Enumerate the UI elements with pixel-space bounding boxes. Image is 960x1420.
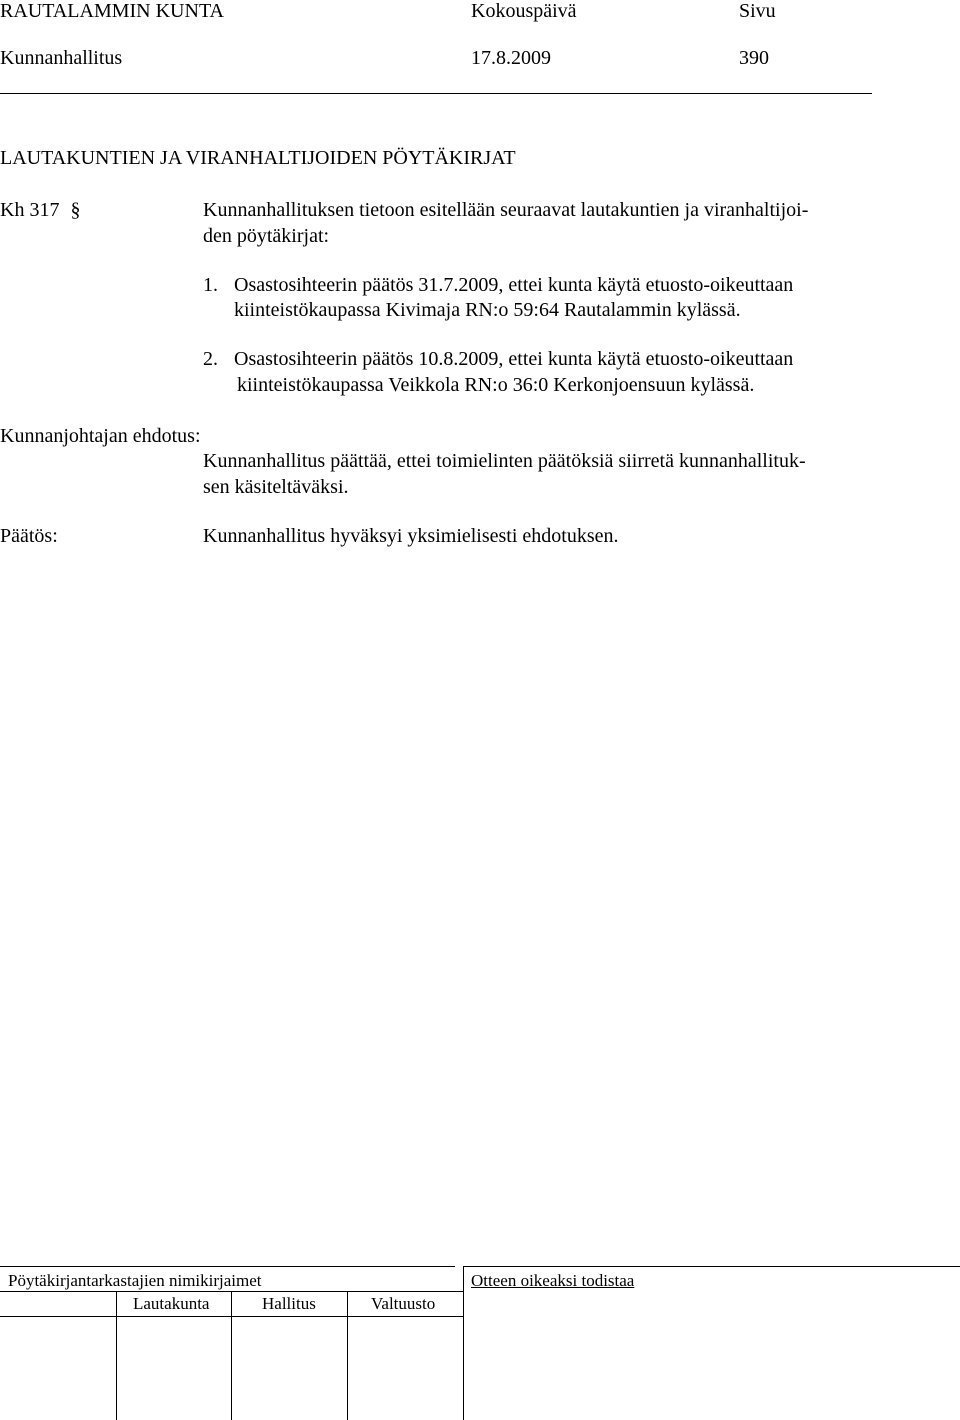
footer-divider xyxy=(463,1266,464,1420)
signatures-label: Pöytäkirjantarkastajien nimikirjaimet xyxy=(8,1271,262,1290)
section-symbol: § xyxy=(70,199,81,221)
item-intro-line1: Kunnanhallituksen tietoon esitellään seuraavat lautakuntien ja viranhaltijoi- xyxy=(203,199,809,221)
governing-body: Kunnanhallitus xyxy=(0,47,123,69)
signature-column-divider xyxy=(116,1291,117,1420)
page-number: 390 xyxy=(739,47,769,69)
proposal-label: Kunnanjohtajan ehdotus: xyxy=(0,425,201,447)
list-item-number: 1. xyxy=(203,274,218,296)
decision-text: Kunnanhallitus hyväksyi yksimielisesti ehdotuksen. xyxy=(203,525,619,547)
footer-signatures-top-line xyxy=(0,1266,455,1267)
list-item-number: 2. xyxy=(203,348,218,370)
item-intro-line2: den pöytäkirjat: xyxy=(203,225,330,247)
signature-column-hallitus: Hallitus xyxy=(262,1294,316,1313)
meeting-date-label: Kokouspäivä xyxy=(471,0,577,22)
page-label: Sivu xyxy=(739,0,776,22)
decision-label: Päätös: xyxy=(0,525,58,547)
certified-label: Otteen oikeaksi todistaa xyxy=(471,1271,635,1290)
signatures-header-line xyxy=(0,1316,463,1317)
proposal-text-line1: Kunnanhallitus päättää, ettei toimielinten päätöksiä siirretä kunnanhallituk- xyxy=(203,450,806,472)
signature-column-lautakunta: Lautakunta xyxy=(133,1294,210,1313)
item-number xyxy=(0,197,80,223)
meeting-date: 17.8.2009 xyxy=(471,47,551,69)
list-item-line1: Osastosihteerin päätös 31.7.2009, ettei kunta käytä etuosto-oikeuttaan xyxy=(234,274,794,296)
signature-column-divider xyxy=(347,1291,348,1420)
list-item-line2: kiinteistökaupassa Veikkola RN:o 36:0 Kerkonjoensuun kylässä. xyxy=(237,374,755,396)
signature-column-divider xyxy=(231,1291,232,1420)
item-number-text: Kh 317 xyxy=(0,199,60,221)
signature-column-valtuusto: Valtuusto xyxy=(371,1294,436,1313)
list-item-line1: Osastosihteerin päätös 10.8.2009, ettei kunta käytä etuosto-oikeuttaan xyxy=(234,348,794,370)
section-title: LAUTAKUNTIEN JA VIRANHALTIJOIDEN PÖYTÄKIRJAT xyxy=(0,147,516,169)
proposal-text-line2: sen käsiteltäväksi. xyxy=(203,476,349,498)
header-divider xyxy=(0,93,872,94)
list-item-line2: kiinteistökaupassa Kivimaja RN:o 59:64 Rautalammin kylässä. xyxy=(234,299,741,321)
municipality-name: RAUTALAMMIN KUNTA xyxy=(0,0,225,22)
footer-certified-top-line xyxy=(463,1266,960,1267)
